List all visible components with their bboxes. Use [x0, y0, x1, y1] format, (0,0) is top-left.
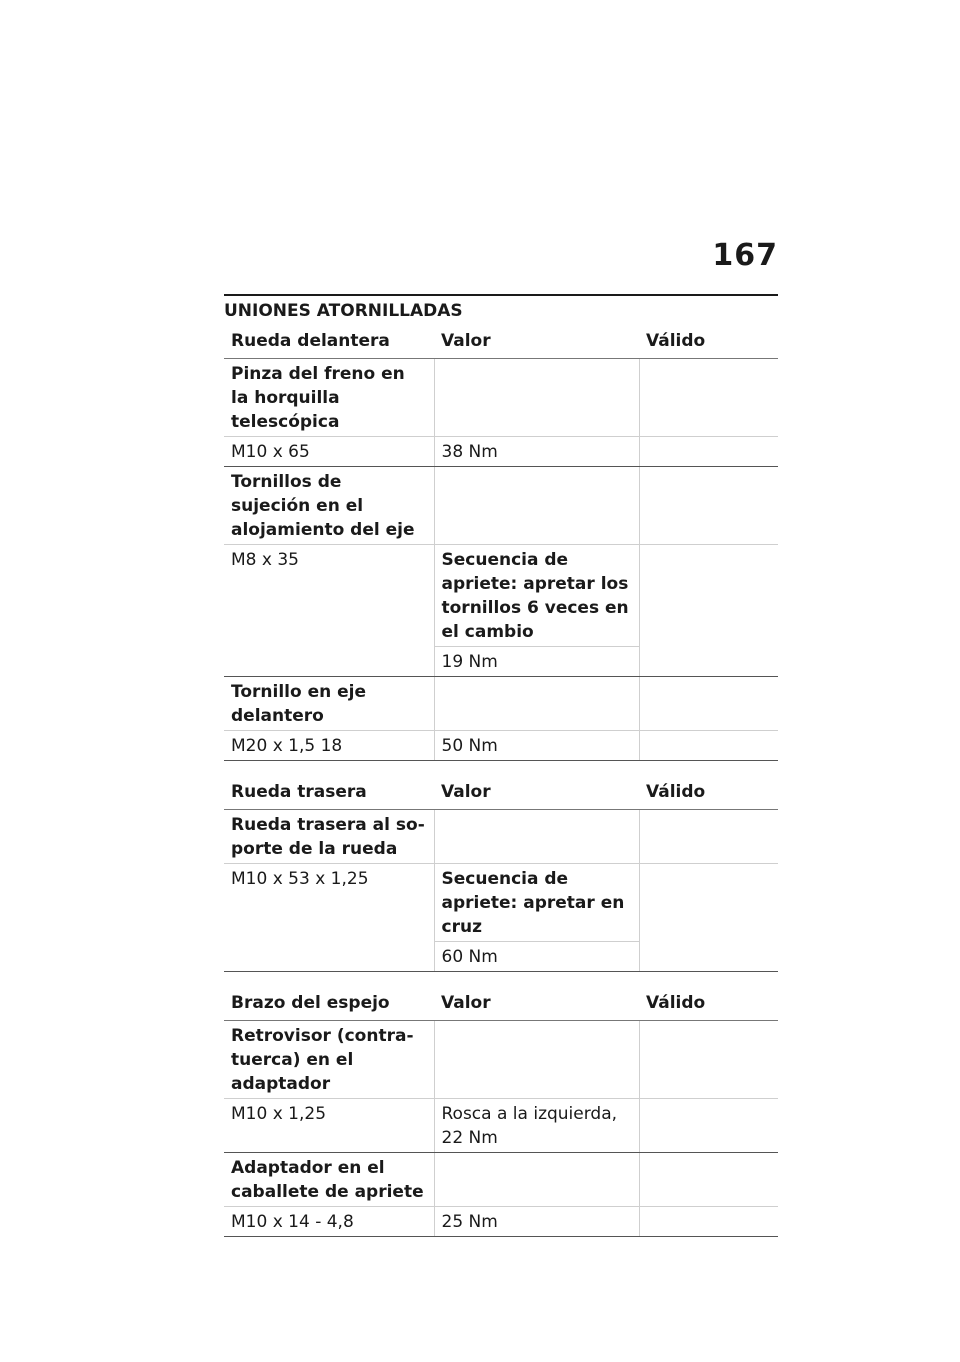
column-header-value: Valor	[434, 324, 639, 359]
component-description: Adaptador en el caballete de apriete	[224, 1153, 434, 1207]
table-row	[224, 467, 778, 545]
valid-cell	[639, 1021, 778, 1099]
column-header-valid: Válido	[639, 324, 778, 359]
value-cell	[434, 359, 639, 437]
value-cell	[434, 1021, 639, 1099]
table-header-row	[224, 324, 778, 359]
valid-cell	[639, 545, 778, 677]
component-description: Pinza del freno en la horquilla telescópica	[224, 359, 434, 437]
table-row	[224, 677, 778, 731]
page-number: 167	[712, 238, 778, 273]
table-row	[224, 864, 778, 942]
torque-value: 25 Nm	[434, 1207, 639, 1237]
valid-cell	[639, 437, 778, 467]
component-description: Tornillo en eje delantero	[224, 677, 434, 731]
table-row	[224, 437, 778, 467]
mirror-arm-table	[224, 986, 778, 1237]
column-header-component: Rueda trasera	[224, 775, 434, 810]
value-cell	[434, 1153, 639, 1207]
valid-cell	[639, 810, 778, 864]
component-description: Retrovisor (contratuerca) en el adaptador	[224, 1021, 434, 1099]
table-row	[224, 1021, 778, 1099]
thread-spec: M10 x 53 x 1,25	[224, 864, 434, 972]
table-row	[224, 810, 778, 864]
valid-cell	[639, 1207, 778, 1237]
column-header-value: Valor	[434, 775, 639, 810]
column-header-value: Valor	[434, 986, 639, 1021]
thread-spec: M10 x 65	[224, 437, 434, 467]
table-row	[224, 731, 778, 761]
component-description: Rueda trasera al soporte de la rueda	[224, 810, 434, 864]
tightening-sequence: Secuencia de apriete: apretar en cruz	[434, 864, 639, 942]
valid-cell	[639, 864, 778, 972]
table-header-row	[224, 986, 778, 1021]
component-description: Tornillos de sujeción en el alojamiento del eje	[224, 467, 434, 545]
table-row	[224, 1153, 778, 1207]
rear-wheel-table	[224, 775, 778, 972]
thread-spec: M20 x 1,5 18	[224, 731, 434, 761]
torque-value: Rosca a la izquierda, 22 Nm	[434, 1099, 639, 1153]
valid-cell	[639, 467, 778, 545]
column-header-component: Rueda delantera	[224, 324, 434, 359]
torque-value: 50 Nm	[434, 731, 639, 761]
section-title: UNIONES ATORNILLADAS	[224, 294, 778, 324]
value-cell	[434, 677, 639, 731]
value-cell	[434, 810, 639, 864]
column-header-valid: Válido	[639, 986, 778, 1021]
torque-value: 19 Nm	[434, 647, 639, 677]
valid-cell	[639, 359, 778, 437]
torque-value: 60 Nm	[434, 942, 639, 972]
thread-spec: M8 x 35	[224, 545, 434, 677]
column-header-valid: Válido	[639, 775, 778, 810]
torque-value: 38 Nm	[434, 437, 639, 467]
thread-spec: M10 x 1,25	[224, 1099, 434, 1153]
valid-cell	[639, 1153, 778, 1207]
valid-cell	[639, 677, 778, 731]
table-row	[224, 359, 778, 437]
table-row	[224, 1207, 778, 1237]
torque-content	[224, 294, 778, 1237]
valid-cell	[639, 731, 778, 761]
table-row	[224, 545, 778, 647]
tightening-sequence: Secuencia de apriete: apretar los tornillos 6 veces en el cambio	[434, 545, 639, 647]
column-header-component: Brazo del espejo	[224, 986, 434, 1021]
value-cell	[434, 467, 639, 545]
valid-cell	[639, 1099, 778, 1153]
thread-spec: M10 x 14 - 4,8	[224, 1207, 434, 1237]
front-wheel-table	[224, 324, 778, 761]
table-row	[224, 1099, 778, 1153]
table-header-row	[224, 775, 778, 810]
